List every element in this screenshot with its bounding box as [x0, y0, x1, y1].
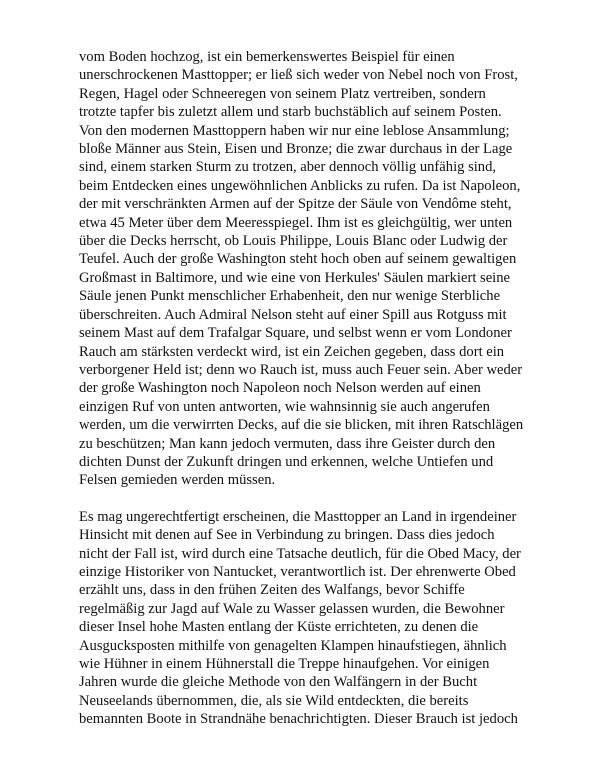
text-line: erzählt uns, dass in den frühen Zeiten des Walfangs, bevor Schiffe [79, 582, 465, 599]
text-line: werden, um die verwirrten Decks, auf die sie blicken, mit ihren Ratschlägen [79, 417, 524, 434]
paragraph-1 [79, 48, 524, 490]
text-line: sind, einem starken Sturm zu trotzen, aber dennoch völlig unfähig sind, [79, 159, 497, 176]
text-line: nicht der Fall ist, wird durch eine Tatsache deutlich, für die Obed Macy, der [79, 545, 521, 562]
text-line: Ausgucksposten mithilfe von genagelten Klampen hinaufstiegen, ähnlich [79, 637, 507, 654]
text-line: Neuseelands übernommen, die, als sie Wild entdeckten, die bereits [79, 692, 469, 709]
text-line: seinem Mast auf dem Trafalgar Square, und selbst wenn er vom Londoner [79, 325, 512, 342]
paragraph-2 [79, 508, 524, 729]
text-line: Felsen gemieden werden müssen. [79, 472, 276, 489]
text-line: Säule jenen Punkt menschlicher Erhabenheit, den nur wenige Sterbliche [79, 288, 501, 305]
text-line: Hinsicht mit denen auf See in Verbindung zu bringen. Dass dies jedoch [79, 527, 495, 544]
document-page [79, 48, 524, 729]
text-line: regelmäßig zur Jagd auf Wale zu Wasser gelassen wurden, die Bewohner [79, 600, 505, 617]
text-line: der große Washington noch Napoleon noch Nelson werden auf einen [79, 380, 481, 397]
text-line: trotzte tapfer bis zuletzt allem und starb buchstäblich auf seinem Posten. [79, 104, 502, 121]
paragraph-spacer [79, 490, 524, 508]
text-line: wie Hühner in einem Hühnerstall die Treppe hinaufgehen. Vor einigen [79, 656, 490, 672]
text-line: Regen, Hagel oder Schneeregen von seinem Platz vertreiben, sondern [79, 85, 486, 102]
text-line: unerschrockenen Masttopper; er ließ sich weder von Nebel noch von Frost, [79, 67, 518, 84]
text-line: der mit verschränkten Armen auf der Spitze der Säule von Vendôme steht, [79, 196, 512, 213]
text-line: Teufel. Auch der große Washington steht hoch oben auf seinem gewaltigen [79, 251, 517, 268]
text-line: verborgener Held ist; denn wo Rauch ist, muss auch Feuer sein. Aber weder [79, 361, 523, 378]
text-line: vom Boden hochzog, ist ein bemerkenswertes Beispiel für einen [79, 49, 455, 65]
text-line: Von den modernen Masttoppern haben wir nur eine leblose Ansammlung; [79, 122, 510, 139]
text-line: über die Decks herrscht, ob Louis Philippe, Louis Blanc oder Ludwig der [79, 233, 508, 250]
text-line: überschreiten. Auch Admiral Nelson steht auf einer Spill aus Rotguss mit [79, 306, 507, 323]
text-line: einzige Historiker von Nantucket, verantwortlich ist. Der ehrenwerte Obed [79, 563, 516, 580]
text-line: dieser Insel hohe Masten entlang der Küste errichteten, zu denen die [79, 619, 479, 636]
text-line: Rauch am stärksten verdeckt wird, ist ein Zeichen gegeben, dass dort ein [79, 343, 505, 360]
text-line: Jahren wurde die gleiche Methode von den Walfängern in der Bucht [79, 674, 478, 691]
text-line: bloße Männer aus Stein, Eisen und Bronze; die zwar durchaus in der Lage [79, 141, 513, 158]
text-line: Es mag ungerechtfertigt erscheinen, die Masttopper an Land in irgendeiner [79, 508, 517, 525]
text-line: Großmast in Baltimore, und wie eine von Herkules' Säulen markiert seine [79, 269, 511, 286]
text-line: bemannten Boote in Strandnähe benachrichtigten. Dieser Brauch ist jedoch [79, 711, 518, 728]
text-line: etwa 45 Meter über dem Meeresspiegel. Ihm ist es gleichgültig, wer unten [79, 214, 513, 231]
text-line: dichten Dunst der Zukunft dringen und erkennen, welche Untiefen und [79, 453, 494, 470]
text-line: beim Entdecken eines ungewöhnlichen Anblicks zu rufen. Da ist Napoleon, [79, 177, 521, 194]
text-line: einzigen Ruf von unten antworten, wie wahnsinnig sie auch angerufen [79, 398, 490, 415]
text-line: zu beschützen; Man kann jedoch vermuten, dass ihre Geister durch den [79, 435, 496, 452]
